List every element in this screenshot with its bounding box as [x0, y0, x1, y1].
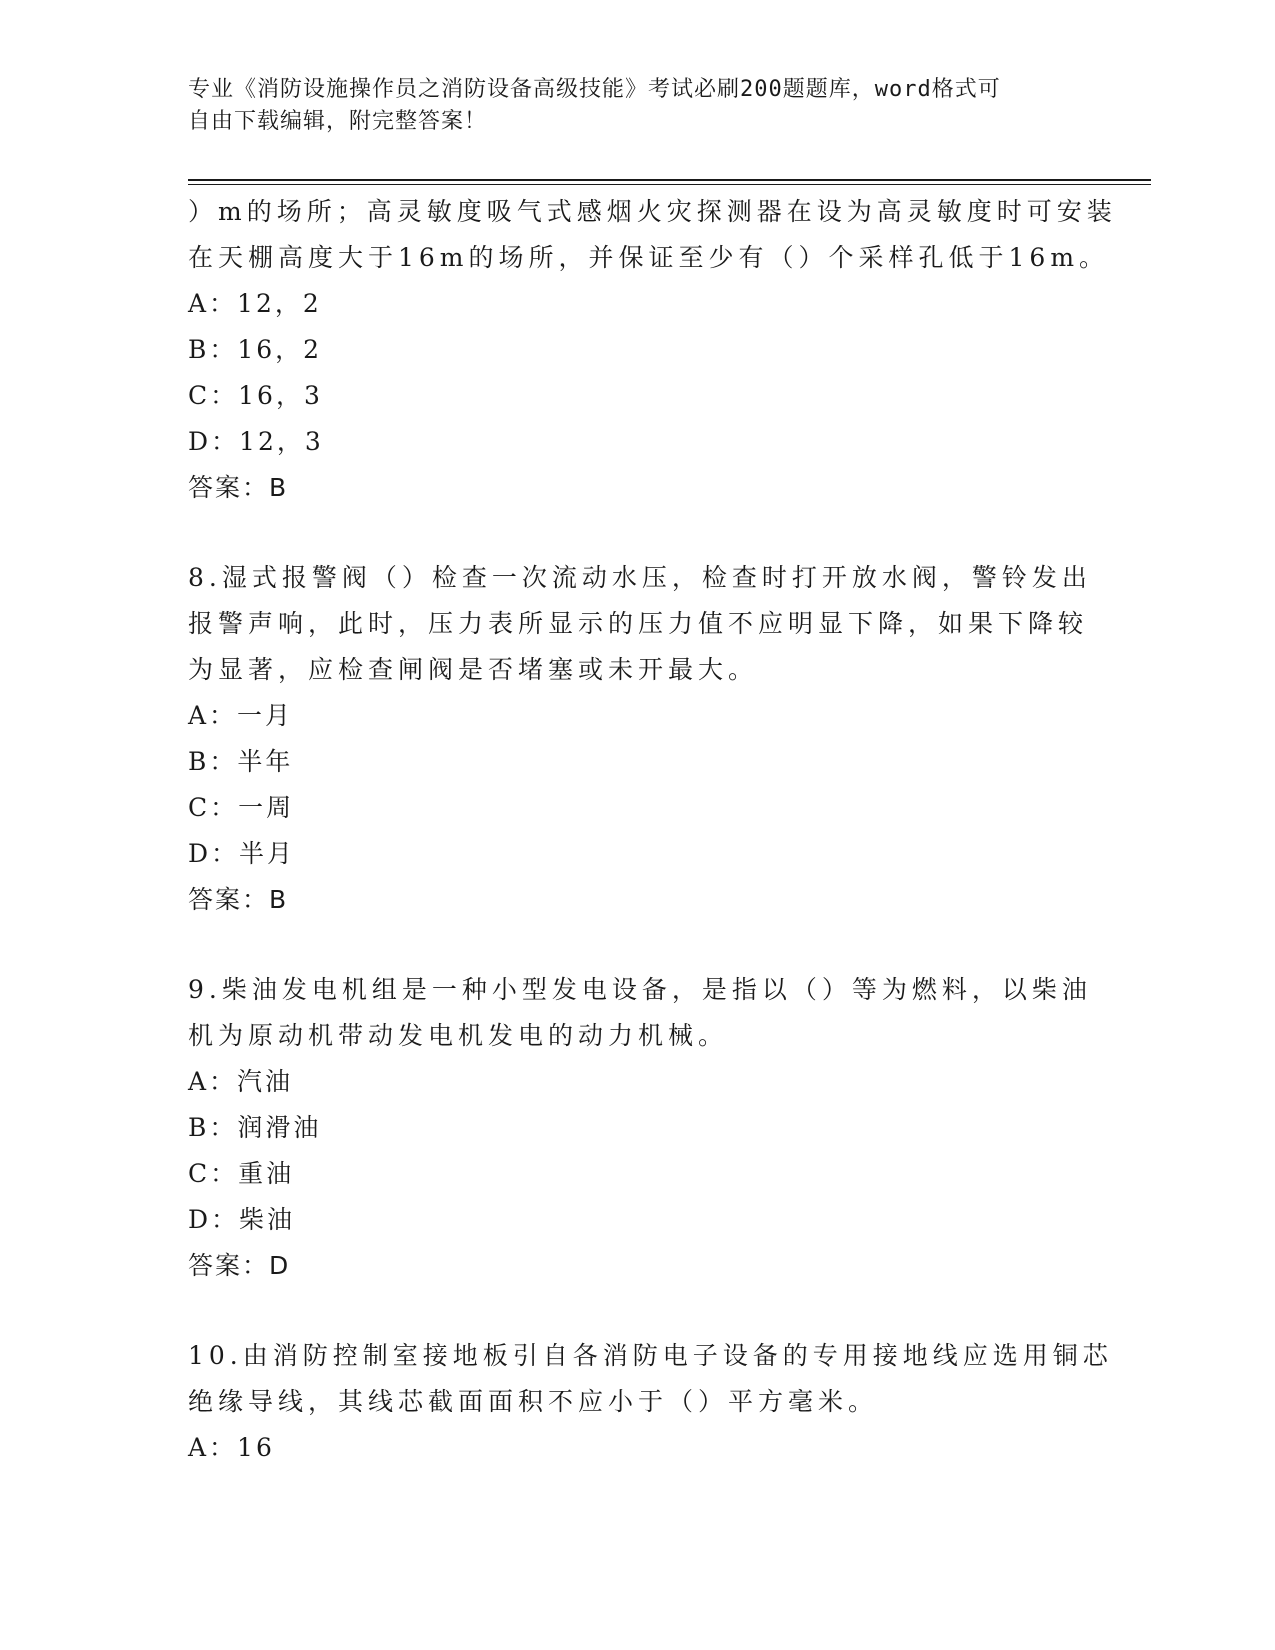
- question-text-line: 9.柴油发电机组是一种小型发电设备，是指以（）等为燃料，以柴油: [188, 975, 1092, 1004]
- document-header: [188, 74, 1088, 138]
- question-text-line: 8.湿式报警阀（）检查一次流动水压，检查时打开放水阀，警铃发出: [188, 563, 1092, 592]
- header-line: 自由下载编辑，附完整答案！: [188, 109, 488, 134]
- option-c: C：重油: [188, 1159, 295, 1188]
- option-a: A：一月: [188, 701, 294, 730]
- option-a: A：汽油: [188, 1067, 294, 1096]
- question-block: [188, 967, 1092, 1289]
- question-text-line: 机为原动机带动发电机发电的动力机械。: [188, 1021, 729, 1050]
- question-block: [188, 189, 1117, 511]
- header-rule-thin: [188, 184, 1151, 185]
- answer-line: 答案：B: [188, 473, 289, 502]
- question-block: [188, 1333, 1113, 1471]
- option-d: D：12，3: [188, 427, 324, 456]
- question-text-line: 在天棚高度大于16m的场所，并保证至少有（）个采样孔低于16m。: [188, 243, 1110, 272]
- option-c: C：一周: [188, 793, 295, 822]
- question-text-line: 报警声响，此时，压力表所显示的压力值不应明显下降，如果下降较: [188, 609, 1089, 638]
- block-spacer: [188, 511, 1088, 555]
- question-text-line: ）m的场所；高灵敏度吸气式感烟火灾探测器在设为高灵敏度时可安装: [188, 197, 1117, 226]
- question-text-line: 为显著，应检查闸阀是否堵塞或未开最大。: [188, 655, 759, 684]
- block-spacer: [188, 1289, 1088, 1333]
- question-list: [188, 189, 1117, 1471]
- question-block: [188, 555, 1092, 923]
- option-c: C：16，3: [188, 381, 323, 410]
- option-b: B：润滑油: [188, 1113, 322, 1142]
- option-a: A：12，2: [188, 289, 322, 318]
- option-b: B：16，2: [188, 335, 323, 364]
- question-text-line: 10.由消防控制室接地板引自各消防电子设备的专用接地线应选用铜芯: [188, 1341, 1113, 1370]
- header-rule-thick: [188, 179, 1151, 181]
- block-spacer: [188, 923, 1088, 967]
- header-line: 专业《消防设施操作员之消防设备高级技能》考试必刷200题题库，word格式可: [188, 77, 1001, 102]
- option-b: B：半年: [188, 747, 294, 776]
- option-d: D：半月: [188, 839, 296, 868]
- answer-line: 答案：D: [188, 1251, 291, 1280]
- option-d: D：柴油: [188, 1205, 296, 1234]
- question-text-line: 绝缘导线，其线芯截面面积不应小于（）平方毫米。: [188, 1387, 879, 1416]
- answer-line: 答案：B: [188, 885, 289, 914]
- option-a: A：16: [188, 1433, 275, 1462]
